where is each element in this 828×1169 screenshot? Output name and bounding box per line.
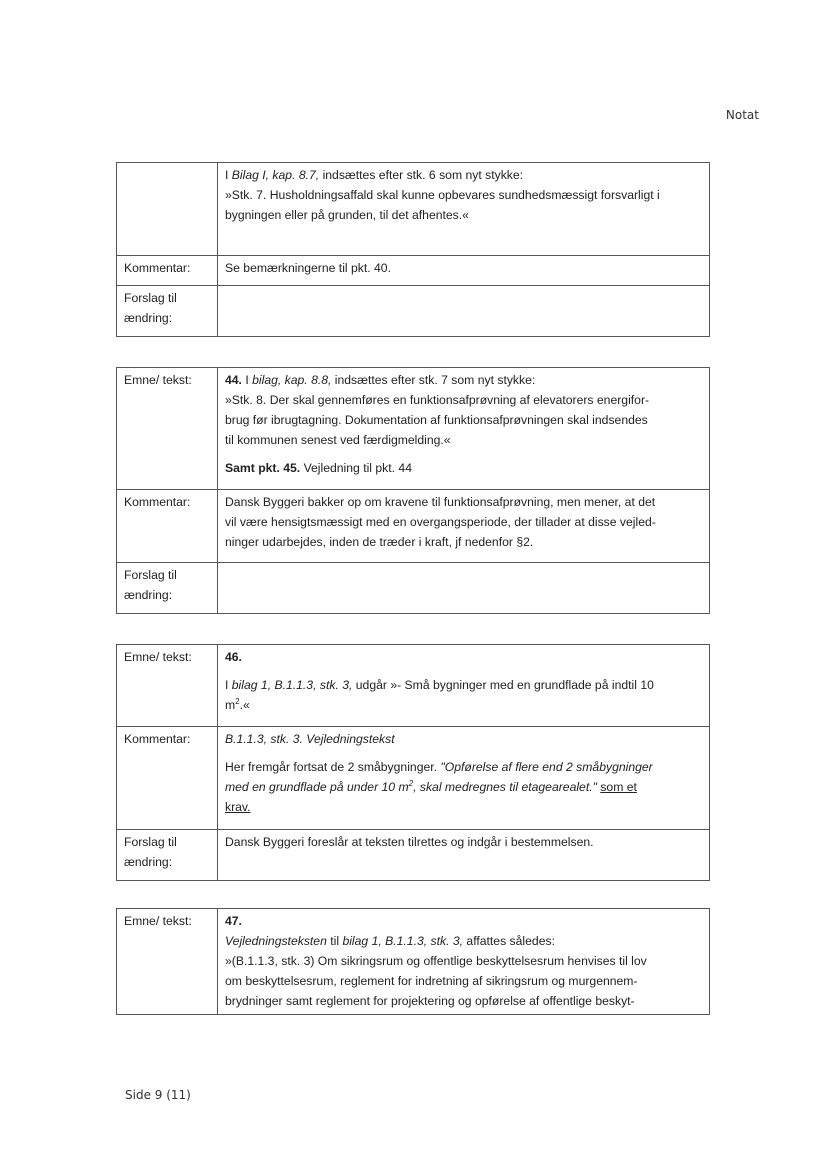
topic-label: Emne/ tekst: bbox=[117, 645, 218, 727]
change-proposal-label: Forslag til ændring: bbox=[117, 563, 218, 614]
topic-label-cell bbox=[117, 163, 218, 256]
related-point: Samt pkt. 45. Vejledning til pkt. 44 bbox=[225, 461, 412, 475]
amendment-text-line: brug før ibrugtagning. Dokumentation af funktionsafprøvningen skal indsendes bbox=[225, 413, 648, 427]
comment-label: Kommentar: bbox=[117, 256, 218, 286]
amendment-text-line: til kommunen senest ved færdigmelding.« bbox=[225, 433, 451, 447]
amendment-text-line: »(B.1.1.3, stk. 3) Om sikringsrum og offentlige beskyttelsesrum henvises til lov bbox=[225, 954, 647, 968]
change-proposal-text bbox=[218, 286, 710, 337]
comment-label: Kommentar: bbox=[117, 727, 218, 830]
point-number: 47. bbox=[225, 914, 242, 928]
amendment-text-line: $m^2.«$ bbox=[225, 696, 250, 712]
topic-label: Emne/ tekst: bbox=[117, 368, 218, 490]
amendment-text-line: I bilag 1, B.1.1.3, stk. 3, udgår »- Små bygninger med en grundflade på indtil 10 bbox=[225, 678, 654, 692]
proposal-table-43 bbox=[116, 162, 710, 337]
change-proposal-label: Forslag til ændring: bbox=[117, 830, 218, 881]
amendment-text-line: bygningen eller på grunden, til det afhentes.« bbox=[225, 208, 469, 222]
proposal-table-46 bbox=[116, 644, 710, 881]
topic-label: Emne/ tekst: bbox=[117, 909, 218, 1015]
amendment-text-line: »Stk. 8. Der skal gennemføres en funktionsafprøvning af elevatorers energifor- bbox=[225, 393, 650, 407]
comment-label: Kommentar: bbox=[117, 490, 218, 563]
amendment-text-line: om beskyttelsesrum, reglement for indretning af sikringsrum og murgennem- bbox=[225, 974, 638, 988]
change-proposal-label: Forslag til ændring: bbox=[117, 286, 218, 337]
proposal-table-44 bbox=[116, 367, 710, 614]
comment-text: B.1.1.3, stk. 3. Vejledningstekst Her fremgår fortsat de 2 småbygninger. "Opførelse af flere end 2 småbygninger med en grundflade på under 10 $m^2$, skal medregnes til etagearealet." som et krav. bbox=[218, 727, 710, 830]
comment-heading: B.1.1.3, stk. 3. Vejledningstekst bbox=[225, 732, 395, 746]
amendment-text-line: »Stk. 7. Husholdningsaffald skal kunne opbevares sundhedsmæssigt forsvarligt i bbox=[225, 188, 660, 202]
page-number: Side 9 (11) bbox=[125, 1088, 191, 1102]
doc-type-label: Notat bbox=[725, 108, 759, 122]
amendment-text-line: brydninger samt reglement for projektering og opførelse af offentlige beskyt- bbox=[225, 994, 635, 1008]
topic-text-cell bbox=[218, 368, 710, 490]
proposal-table-47 bbox=[116, 908, 710, 1015]
point-number: 46. bbox=[225, 650, 242, 664]
topic-text-cell bbox=[218, 645, 710, 727]
topic-text-cell bbox=[218, 909, 710, 1015]
amendment-intro: 44. I bilag, kap. 8.8, indsættes efter stk. 7 som nyt stykke: bbox=[225, 373, 536, 387]
topic-text-cell bbox=[218, 163, 710, 256]
amendment-intro: I Bilag I, kap. 8.7, indsættes efter stk. 6 som nyt stykke: bbox=[225, 168, 524, 182]
change-proposal-text: Dansk Byggeri foreslår at teksten tilrettes og indgår i bestemmelsen. bbox=[218, 830, 710, 881]
comment-text: Se bemærkningerne til pkt. 40. bbox=[218, 256, 710, 286]
amendment-intro: Vejledningsteksten til bilag 1, B.1.1.3, stk. 3, affattes således: bbox=[225, 934, 555, 948]
comment-text: Dansk Byggeri bakker op om kravene til funktionsafprøvning, men mener, at det vil være hensigtsmæssigt med en overgangsperiode, der tillader at disse vejled- ninger udarbejdes, inden de træder i kraft, jf nedenfor §2. bbox=[218, 490, 710, 563]
change-proposal-text bbox=[218, 563, 710, 614]
